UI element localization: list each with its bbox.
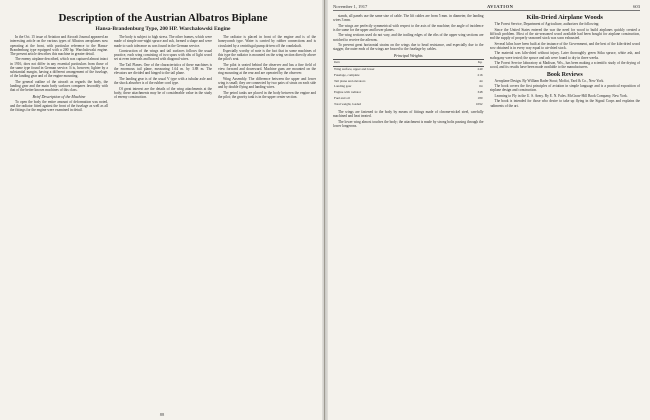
paragraph: Learning to Fly in the U. S. Army. By E. N. Fales. McGraw-Hill Book Company, New York. [494,93,628,98]
table-header: Kg. [458,59,483,66]
table-header: Item [333,59,458,66]
page-number: 603 [633,4,640,9]
paragraph: Several kilns have been built at the instance of the Government, and the best of the kiln-dried wood now obtained is in every way equal to air-dried stock. [489,41,640,50]
table-cell: Landing gear [334,84,352,89]
journal-name: AVIATION [486,4,514,9]
table-cell: 216 [477,72,483,77]
paragraph: Especially worthy of note is the fact that in some machines of this type the radiator is mounted on the wing section directly above the pilot's seat. [218,48,316,62]
left-column-3 [218,35,316,114]
table-heading: Principal Weights [393,52,423,58]
paragraph: The radiator is placed in front of the engine and is of the honeycomb type. Water is carried by rubber connections and is circulated by a centrifugal pump driven off the crankshaft. [218,35,316,48]
right-column-1 [333,14,484,129]
binding-gutter [322,0,328,420]
paragraph: The book is intended for those who desire to take up flying in the Signal Corps and explains the rudiments of the art. [489,99,640,108]
paragraph: The book covers the first principles of aviation in simple language and is a practical exposition of airplane design and construction. [489,84,640,93]
issue-date: November 1, 1917 [333,4,368,9]
section-heading: Brief Description of the Machine [32,93,86,99]
paragraph: Aeroplane Design. By William Bader Stout; Moffat, Yard & Co., New York. [494,78,605,83]
paragraph: The general outline of the aircraft as regards the body, the landing gear and the main body surfaces compares favorably with that of the better known machines of this class. [10,79,108,93]
article-subtitle: Hansa-Brandenburg Type, 200 HP. Warchalowski Engine [95,26,231,32]
running-head [333,4,640,11]
table-cell: Total weight, loaded [334,102,361,107]
paragraph: stands, all panels use the same size of cable. The lift cables are from 5 mm. in diameter, the landing wires 3 mm. [333,14,484,23]
right-columns [333,14,640,129]
table-cell: 180 [477,96,483,101]
paragraph: The wings are fastened to the body by means of fittings made of chrome-nickel steel, carefully machined and heat treated. [333,110,484,119]
table-cell: 44 [479,78,483,83]
right-column-2 [490,14,641,129]
paragraph: In the Oct. 15 issue of Aviation and Aircraft Journal appeared an interesting article on the various types of Albatros aeroplanes now operating at the front, with particular reference to the Hansa-Brandenburg type equipped with a 200 hp. Warchalowski engine. The present article describes this machine in greater detail. [10,35,108,56]
weights-table [333,59,484,108]
paragraph: To prevent great horizontal strains on the wings due to head resistance, and especially due to the stagger, the outer ends of the wings are braced to the fuselage by cables. [333,43,484,52]
paragraph: The Forest Service laboratory at Madison, Wis., has been making a scientific study of the drying of wood, and its results have been made available to the manufacturers. [489,61,640,70]
table-row [333,102,484,108]
paragraph: To open the body the entire amount of deformation was noted, and the radiator fitted against the front of the fuselage as well as all the fittings for the engine were examined in detail. [10,99,108,113]
page-folio: 88 [159,412,165,417]
left-column-2 [114,35,212,114]
paragraph: The lower wing almost touches the body; the attachment is made by strong bolts passing through the lower longerons. [333,119,484,128]
paragraph: Wing Assembly. The difference between the upper and lower wing is small; they are connected by two pairs of struts on each side and by double flying and landing wires. [218,76,316,90]
paragraph: The Tail Planes. One of the characteristics of these machines is the enormous tail plane, measuring 1.64 m. by 3.88 m. The elevators are divided and hinged to the tail plane. [114,62,212,76]
table-cell: 348 [477,90,483,95]
paragraph: The Forest Service, Department of Agriculture, authorizes the following: [494,22,600,27]
paragraph: The wings are perfectly symmetrical with respect to the axis of the machine; the angle of incidence is the same for the upper and lower planes. [333,23,484,32]
paragraph: Since the United States entered the war the need for wood to build airplanes quickly created a difficult problem. Most of the air-seasoned wood available had been bought for airplane construction, and the supply of properly seasoned stock was soon exhausted. [489,27,640,41]
paragraph: The body is subject to high stress. The other frames, which were made of simple one-night spruce and ash, formed a shape and were made to such tolerance as was found in the German service. [114,35,212,48]
paragraph: The material was kiln-dried without injury. Later thoroughly green Sitka spruce, white ash, and mahogany were tested; the spruce and ash were found to dry in three weeks. [489,51,640,60]
paragraph: The petrol tanks are placed in the body between the engine and the pilot; the gravity tank is in the upper center section. [218,90,316,99]
paragraph: Construction of the wings and tail surfaces follows the usual practice, each wing consisting of two spars with ribs of light wood set at even intervals and braced with diagonal wires. [114,48,212,62]
table-cell: 1092 [475,102,483,107]
table-cell: Engine with radiator [334,90,362,95]
right-page [325,0,650,420]
table-cell: Fuel and oil [334,96,350,101]
paragraph: The wing sections used do not vary, and the trailing edges of the ribs of the upper wing sections are notched to receive the ailerons. [333,33,484,42]
table-cell: Fuselage, complete [334,72,360,77]
article-title-right: Kiln-Dried Airplane Woods [526,14,603,21]
paragraph: The pilot is seated behind the observer and has a fine field of view forward and downward. Machine guns are mounted on the ring mounting at the rear and are operated by the observer. [218,62,316,76]
left-column-1 [10,35,108,114]
paragraph: Of great interest are the details of the wing attachments at the body; these attachments may be of considerable value in the study of enemy construction. [114,86,212,99]
table-cell: 64 [479,84,483,89]
book-reviews-heading: Book Reviews [546,71,583,78]
article-title: Description of the Austrian Albatros Biplane [58,12,268,24]
table-cell: 240 [477,66,483,71]
table-cell: Wing surface, upper and lower [334,66,375,71]
paragraph: The enemy airplane described, which was captured almost intact in 1916, does not differ in any essential particulars from those of the same type found in German service. It is, however, lighter by a substantial margin, having a different arrangement of the fuselage, of the landing gear and of the engine mounting. [10,57,108,79]
table-cell: Tail plane and elevators [334,78,366,83]
left-columns [10,35,316,114]
paragraph: The landing gear is of the usual V type with a tubular axle and the shock absorber is of the rubber cord type. [114,76,212,86]
